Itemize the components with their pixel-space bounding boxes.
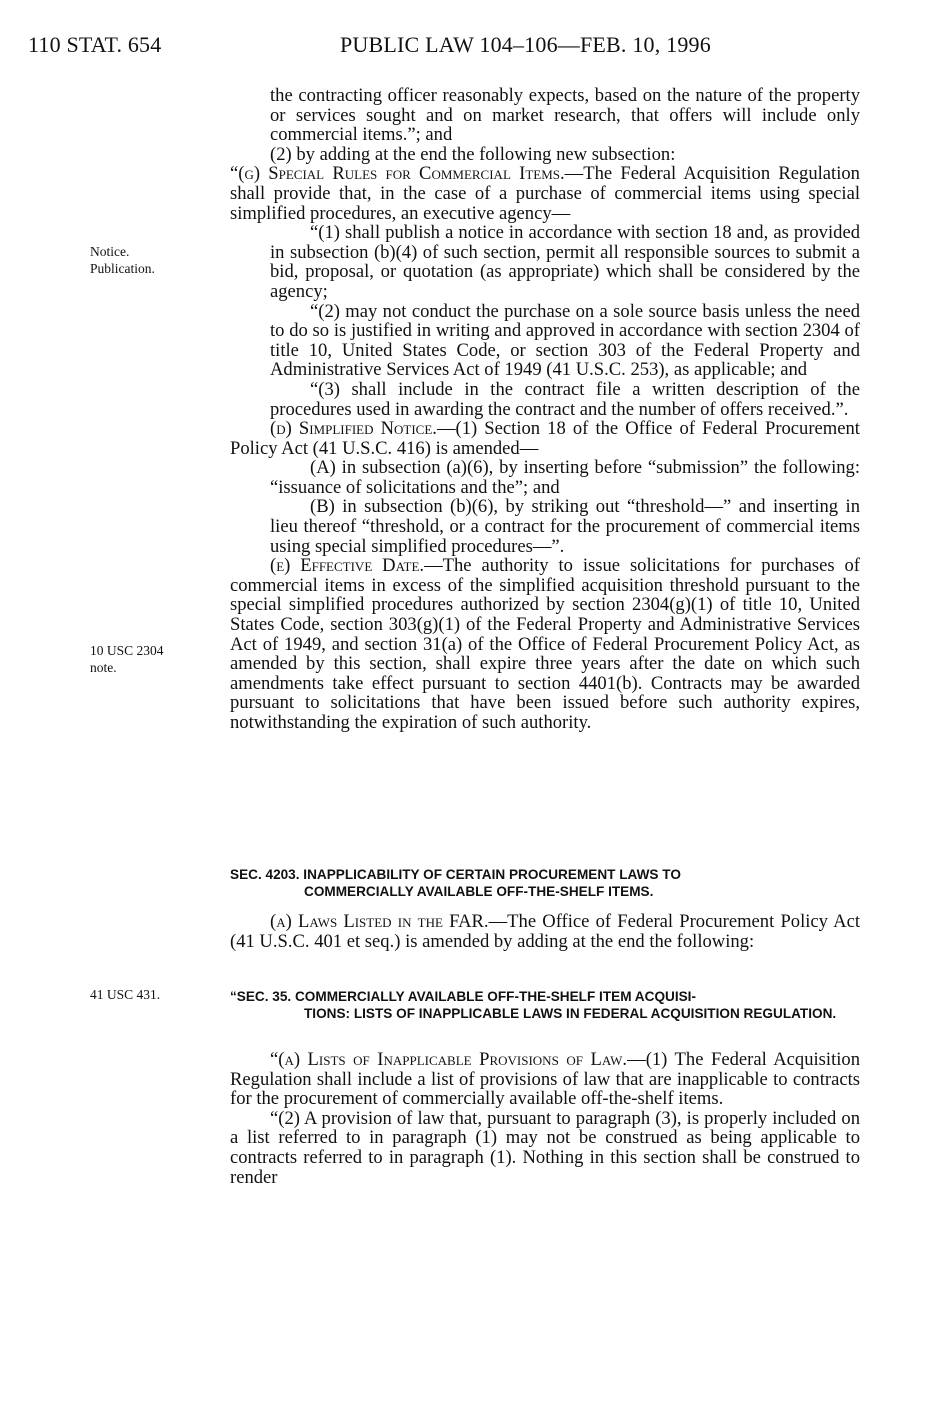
paragraph-laws-listed: [230, 912, 860, 951]
paragraph: “(2) may not conduct the purchase on a sole source basis unless the need to do so is justified in writing and approved in accordance with section 2304 of title 10, United States Code, or section 303 of the Federal Property and Administrative Services Act of 1949 (41 U.S.C. 253), as applicable; and: [270, 300, 860, 381]
paragraph-effective-date: [230, 556, 860, 732]
paragraph-heading: (a) Laws Listed in the FAR.: [270, 911, 489, 932]
margin-note-line: Notice.: [90, 244, 130, 259]
paragraph-special-rules: [230, 164, 860, 223]
margin-note-41-usc-431: [90, 986, 160, 1003]
paragraph: (B) in subsection (b)(6), by striking out “threshold—” and inserting in lieu thereof “threshold, or a contract for the procurement of commercial items using special simplified procedures—”.: [270, 496, 860, 557]
section-heading-35: [230, 988, 860, 1022]
paragraph: “(3) shall include in the contract file a written description of the procedures used in awarding the contract and the number of offers received.”.: [270, 378, 860, 420]
section-heading-line: SEC. 4203. INAPPLICABILITY OF CERTAIN PROCUREMENT LAWS TO: [230, 867, 681, 882]
section-heading-line: TIONS: LISTS OF INAPPLICABLE LAWS IN FEDERAL ACQUISITION REGULATION.: [304, 1006, 837, 1021]
margin-note-line: Publication.: [90, 261, 155, 276]
paragraph: “(1) shall publish a notice in accordance with section 18 and, as provided in subsection (b)(4) of such section, permit all responsible sources to submit a bid, proposal, or quotation (as appropriate) which shall be considered by the agency;: [270, 222, 860, 302]
section-heading-line: “SEC. 35. COMMERCIALLY AVAILABLE OFF-THE-SHELF ITEM ACQUISI-: [230, 989, 696, 1004]
paragraph-simplified-notice: [230, 419, 860, 458]
margin-note-line: note.: [90, 660, 117, 675]
paragraph-text: —The authority to issue solicitations for purchases of commercial items in excess of the simplified acquisition threshold pursuant to the special simplified procedures authorized by section 2304(g)(1) of title 10, United States Code, section 303(g)(1) of the Federal Property and Administrative Services Act of 1949, and section 31(a) of the Office of Federal Procurement Policy Act, as amended by this section, shall expire three years after the date on which such amendments take effect pursuant to section 4401(b). Contracts may be awarded pursuant to solicitations that have been issued before such authority expires, notwithstanding the expiration of such authority.: [230, 555, 860, 733]
paragraph-heading: (e) Effective Date.: [270, 555, 425, 577]
paragraph-heading: (d) Simplified Notice.: [270, 418, 437, 440]
margin-note-line: 41 USC 431.: [90, 987, 161, 1002]
section-heading-4203: [230, 866, 860, 900]
margin-note-10-usc-2304: [90, 642, 164, 676]
paragraph-text: —(1) The Federal Acquisition Regulation shall include a list of provisions of law that are inapplicable to contracts for the procurement of commercially available off-the-shelf items.: [230, 1049, 860, 1110]
paragraph-heading: “(g) Special Rules for Commercial Items.: [230, 163, 565, 185]
margin-note-notice: [90, 243, 155, 277]
section-heading-line: COMMERCIALLY AVAILABLE OFF-THE-SHELF ITEMS.: [304, 884, 654, 899]
body-text-block: [230, 912, 860, 951]
paragraph-text: —(1) Section 18 of the Office of Federal Procurement Policy Act (41 U.S.C. 416) is amended—: [230, 418, 860, 459]
paragraph: “(2) A provision of law that, pursuant to paragraph (3), is properly included on a list referred to in paragraph (1) may not be construed as being applicable to contracts referred to in paragraph (1). Nothing in this section shall be construed to render: [230, 1107, 860, 1188]
paragraph: the contracting officer reasonably expects, based on the nature of the property or services sought and on market research, that offers will include only commercial items.”; and: [270, 85, 860, 146]
paragraph-lists-inapplicable: [230, 1050, 860, 1109]
running-head: PUBLIC LAW 104–106—FEB. 10, 1996: [340, 32, 711, 57]
page-citation: 110 STAT. 654: [28, 32, 162, 57]
paragraph-text: —The Federal Acquisition Regulation shall provide that, in the case of a purchase of commercial items using special simplified procedures, an executive agency—: [230, 163, 860, 224]
paragraph: (2) by adding at the end the following new subsection:: [270, 143, 676, 165]
body-text-block: [230, 1050, 860, 1187]
margin-note-line: 10 USC 2304: [90, 643, 164, 658]
body-text-block: [230, 86, 860, 733]
paragraph: (A) in subsection (a)(6), by inserting before “submission” the following: “issuance of solicitations and the”; and: [270, 457, 860, 498]
paragraph-heading: “(a) Lists of Inapplicable Provisions of Law.: [270, 1049, 628, 1070]
paragraph-text: —The Office of Federal Procurement Policy Act (41 U.S.C. 401 et seq.) is amended by adding at the end the following:: [230, 911, 860, 952]
